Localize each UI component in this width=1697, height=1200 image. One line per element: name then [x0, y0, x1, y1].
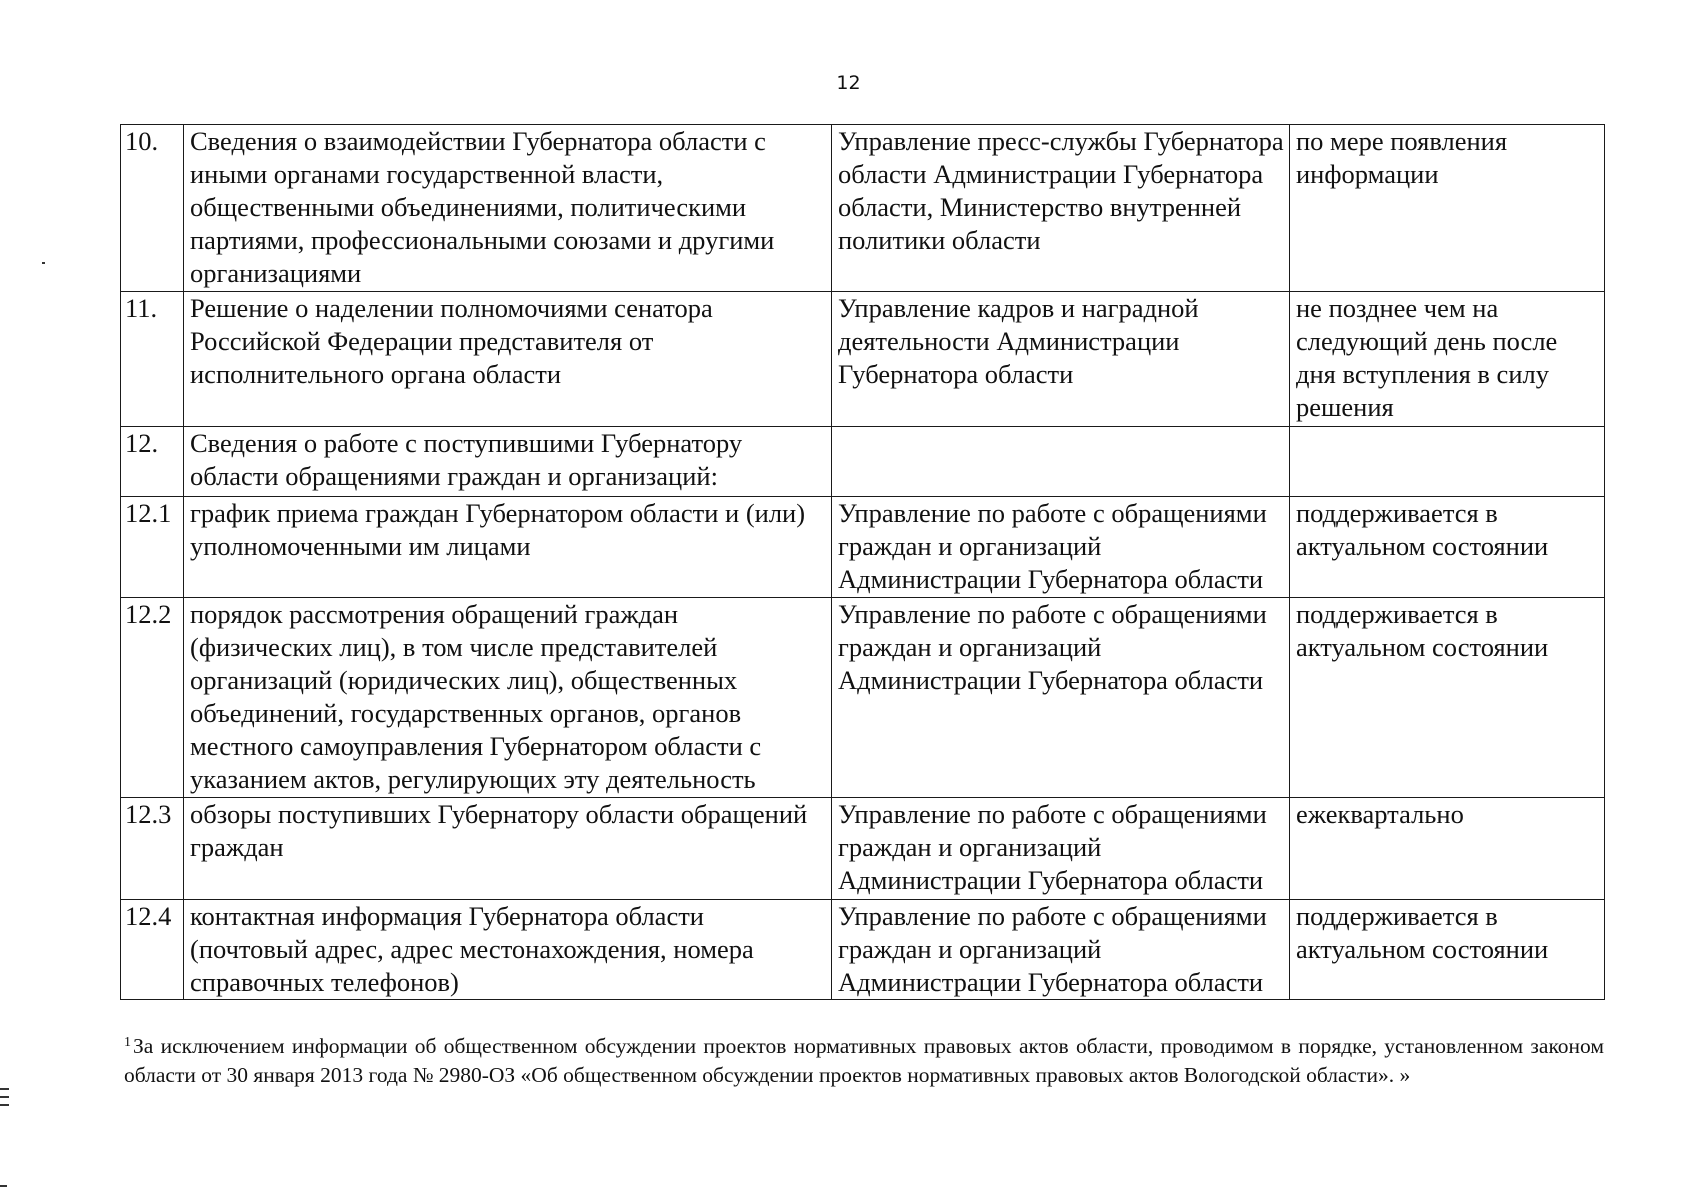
row-description — [184, 427, 832, 497]
row-deadline — [1290, 798, 1605, 900]
row-description-text: Сведения о взаимодействии Губернатора области с иными органами государственной власти, общественными объединениями, политическими партиями, профессиональными союзами и другими организациями — [190, 126, 775, 288]
row-description-text: график приема граждан Губернатором области и (или) уполномоченными им лицами — [190, 498, 806, 561]
scan-artifact — [42, 262, 45, 264]
row-description — [184, 798, 832, 900]
row-responsible — [832, 798, 1290, 900]
row-deadline-text: не позднее чем на следующий день после дня вступления в силу решения — [1296, 293, 1558, 422]
row-deadline — [1290, 598, 1605, 798]
row-deadline — [1290, 427, 1605, 497]
row-responsible — [832, 900, 1290, 1000]
row-responsible — [832, 598, 1290, 798]
page-number: 12 — [836, 72, 861, 94]
scan-artifact — [0, 1185, 7, 1187]
row-description — [184, 125, 832, 292]
row-responsible — [832, 497, 1290, 598]
scan-artifact — [0, 1088, 9, 1090]
scan-artifact — [0, 1104, 9, 1106]
row-deadline-text: ежеквартально — [1296, 799, 1464, 829]
row-description-text: обзоры поступивших Губернатору области обращений граждан — [190, 799, 808, 862]
row-responsible — [832, 292, 1290, 427]
row-number: 12.1 — [121, 497, 184, 598]
row-deadline — [1290, 125, 1605, 292]
row-number: 12.4 — [121, 900, 184, 1000]
row-responsible-text: Управление пресс-службы Губернатора области Администрации Губернатора области, Министерство внутренней политики области — [838, 126, 1284, 255]
row-description — [184, 598, 832, 798]
row-deadline — [1290, 497, 1605, 598]
row-description — [184, 900, 832, 1000]
row-responsible-text: Управление кадров и наградной деятельности Администрации Губернатора области — [838, 293, 1199, 389]
row-deadline-text: поддерживается в актуальном состоянии — [1296, 498, 1549, 561]
table-row — [121, 125, 1605, 292]
row-responsible-text: Управление по работе с обращениями граждан и организаций Администрации Губернатора области — [838, 901, 1267, 997]
row-description-text: порядок рассмотрения обращений граждан (физических лиц), в том числе представителей организаций (юридических лиц), общественных объединений, государственных органов, органов местного самоуправления Губернатором области с указанием актов, регулирующих эту деятельность — [190, 599, 762, 794]
row-responsible — [832, 125, 1290, 292]
table-row — [121, 598, 1605, 798]
row-number: 12. — [121, 427, 184, 497]
row-description-text: контактная информация Губернатора области (почтовый адрес, адрес местонахождения, номера справочных телефонов) — [190, 901, 754, 997]
row-deadline-text: поддерживается в актуальном состоянии — [1296, 901, 1549, 964]
row-description-text: Сведения о работе с поступившими Губернатору области обращениями граждан и организаций: — [190, 428, 743, 491]
footnote-marker: 1 — [124, 1035, 131, 1050]
row-description — [184, 497, 832, 598]
document-table — [120, 124, 1605, 1000]
row-deadline-text: поддерживается в актуальном состоянии — [1296, 599, 1549, 662]
row-description-text: Решение о наделении полномочиями сенатора Российской Федерации представителя от исполнительного органа области — [190, 293, 713, 389]
row-responsible-text: Управление по работе с обращениями граждан и организаций Администрации Губернатора области — [838, 498, 1267, 594]
row-number: 10. — [121, 125, 184, 292]
row-number: 12.3 — [121, 798, 184, 900]
row-number: 12.2 — [121, 598, 184, 798]
row-deadline-text: по мере появления информации — [1296, 126, 1508, 189]
scan-artifact — [0, 1096, 9, 1098]
row-responsible-text: Управление по работе с обращениями граждан и организаций Администрации Губернатора области — [838, 799, 1267, 895]
table-row — [121, 427, 1605, 497]
footnote — [124, 1028, 1604, 1090]
row-description — [184, 292, 832, 427]
table-row — [121, 900, 1605, 1000]
table-row — [121, 292, 1605, 427]
table-row — [121, 798, 1605, 900]
row-responsible-text: Управление по работе с обращениями граждан и организаций Администрации Губернатора области — [838, 599, 1267, 695]
row-deadline — [1290, 900, 1605, 1000]
footnote-text: За исключением информации об общественном обсуждении проектов нормативных правовых актов области, проводимом в порядке, установленном законом области от 30 января 2013 года № 2980-ОЗ «Об общественном обсуждении проектов нормативных правовых актов Вологодской области». » — [124, 1034, 1604, 1087]
row-deadline — [1290, 292, 1605, 427]
row-responsible — [832, 427, 1290, 497]
table-row — [121, 497, 1605, 598]
row-number: 11. — [121, 292, 184, 427]
